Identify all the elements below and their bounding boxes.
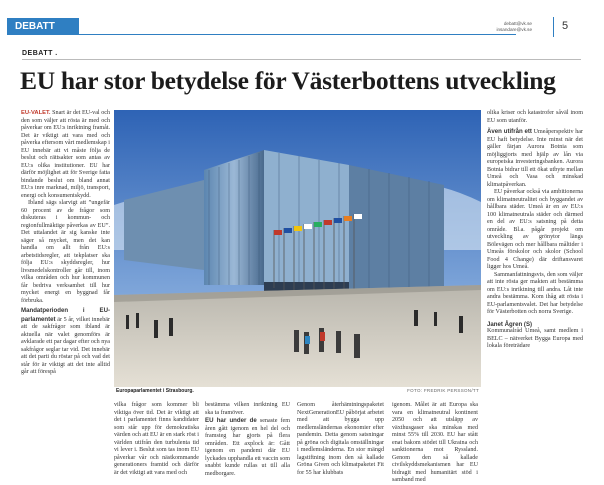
header-rule xyxy=(79,34,516,35)
parliament-photo xyxy=(114,110,481,387)
column-1 xyxy=(21,110,110,455)
col5-text: igenom. Målet är att Europa ska vara en klimatneutral kontinent 2050 och att utsläpp av växthusgaser ska minskas med minst 55% till 2030. EU har stått enat bakom stödet till Ukraina och sanktionerna mot Ryssland. Genom den så kallade civilskyddsmekanismen har EU bidragit med humanitärt stöd i samband med xyxy=(392,402,478,483)
email-debatt[interactable]: debatt@vk.se xyxy=(503,21,532,26)
photo-credit: FOTO: FREDRIK PERSSON/TT xyxy=(407,388,479,393)
col3-paragraph-1: bestämma vilken inriktning EU ska ta framöver. xyxy=(205,402,290,416)
email-insandare[interactable]: insandare@vk.se xyxy=(496,27,532,32)
column-5 xyxy=(392,402,478,483)
article-photo xyxy=(114,110,481,387)
col1-paragraph-1: Snart är det EU-val och den som väljer att rösta är med och påverkar om EU:s inriktning framåt. Det är viktigt att vara med och påverka eftersom vårt medlemskap i EU innebär att vi måste följa de beslut och rättsakter som antas av EU:s olika institutioner. EU har därför möjlighet att för Sverige fatta bindande beslut om bland annat EU:s inre marknad, miljö, transport, energi och konsumentskydd. xyxy=(21,110,110,199)
col4-text: Genom återhämtningspaketet NextGenerationEU påbörjat arbetet med att bygga upp medlemsländernas ekonomier efter pandemin. Detta genom satsningar på gröna och digitala omställningar i medlemsländerna. En stor mängd lagstiftning inom den så kallade Gröna Given och klimatpaketet Fit for 55 har klubbats xyxy=(297,402,384,476)
col1-subhead: Mandatperioden i EU-parlamentet xyxy=(21,307,110,323)
author-name: Janet Ågren (S) xyxy=(487,320,533,328)
column-6 xyxy=(487,110,583,455)
section-tag: DEBATT xyxy=(7,18,79,35)
col3-paragraph-2: senaste fem åren gått igenom en hel del och framsteg har gjorts på flera områden. Ett axplock är: Gått igenom en pandemi där EU lyckades upphandla ett vaccin som snabbt kunde rullas ut till alla medborgare. xyxy=(205,418,290,477)
column-2 xyxy=(114,402,199,476)
col1-paragraph-2: Ibland sägs slarvigt att ”ungefär 60 procent av de frågor som diskuteras i kommun- och regionfullmäktige påverkas av EU”. Det uttalandet är sig kanske inte säger så mycket, men det kan handla om allt från EU:s arbetstidsregler, att tekplatser ska följa EU:s skyddsregler, hur livsmedelskontroller går till, inom vilka områden och hur kommunen får bedriva verksamhet till hur mycket energi en byggnad får förbruka. xyxy=(21,200,110,304)
col6-paragraph-2: Umeåperspektiv har EU haft betydelse. Inte minst när det gäller färjan Aurora Botnia som möjliggjorts med hjälp av lån via europeiska investeringsbanken. Aurora Botnia bidrar till ett ökat utbyte mellan Umeå och Vasa och minskad klimatpåverkan. xyxy=(487,129,583,188)
page-header xyxy=(0,0,604,38)
lede: EU-VALET. xyxy=(21,110,51,116)
col6-paragraph-1: olika kriser och katastrofer såväl inom EU som utanför. xyxy=(487,110,583,124)
section-rule xyxy=(22,59,581,60)
col3-subhead: EU har under de xyxy=(205,417,257,424)
col1-paragraph-3: är 5 år, vilket innebär att de sakfrågor som ibland är aktuella när valet genomförs är avklarade ett par dagar efter och nya sakfrågor seglar tar vid. Det innebär att det parti du röstar på och vad det står för är viktigt att det inte alltid går att förespå xyxy=(21,316,110,375)
image-caption: Europaparlamentet i Strasbourg. xyxy=(116,388,194,394)
headline: EU har stor betydelse för Västerbottens utveckling xyxy=(20,66,556,95)
section-label: DEBATT . xyxy=(22,50,58,57)
col6-paragraph-4: Sammanfattningsvis, den som väljer att inte rösta ger makten att bestämma om EU:s inriktning till andra. Låt inte andra bestämma. Kom ihåg att rösta i EU-parlamentsvalet. Det har betydelse för Västerbotten och norra Sverige. xyxy=(487,271,583,315)
author-bio: Kommunalråd Umeå, samt medlem i BELC – nätverket Bygga Europa med lokala företrädare xyxy=(487,328,583,349)
col6-subhead: Även utifrån ett xyxy=(487,128,532,135)
page-number: 5 xyxy=(562,20,569,32)
col2-text: vilka frågor som kommer bli viktiga över tid. Det är viktigt att det i parlamentet finns kandidater som står upp för demokratiska värden och att EU är en stark röst i världen utifrån den turbulenta tid vi lever i. Beslut som tas inom EU påverkar vår och nästkommande generationers framtid och därför är det viktigt att vara med och xyxy=(114,402,199,476)
col6-paragraph-3: EU påverkar också via ambitionerna om klimatneutralitet och byggandet av hållbara städer. Umeå är en av EU:s 100 klimatneutrala städer och därmed en del av EU:s satsning på detta område. Bl.a. pågår projekt om utveckling av grönytor längs Bölevägen och mer hållbara måltider i Umeås förskolor och skolor (School Food 4 Change) där driftansvaret ligger hos Umeå. xyxy=(487,189,583,270)
contact-emails xyxy=(496,21,532,33)
column-4 xyxy=(297,402,384,476)
column-3 xyxy=(205,402,290,477)
photo-caption-bar xyxy=(114,388,481,396)
